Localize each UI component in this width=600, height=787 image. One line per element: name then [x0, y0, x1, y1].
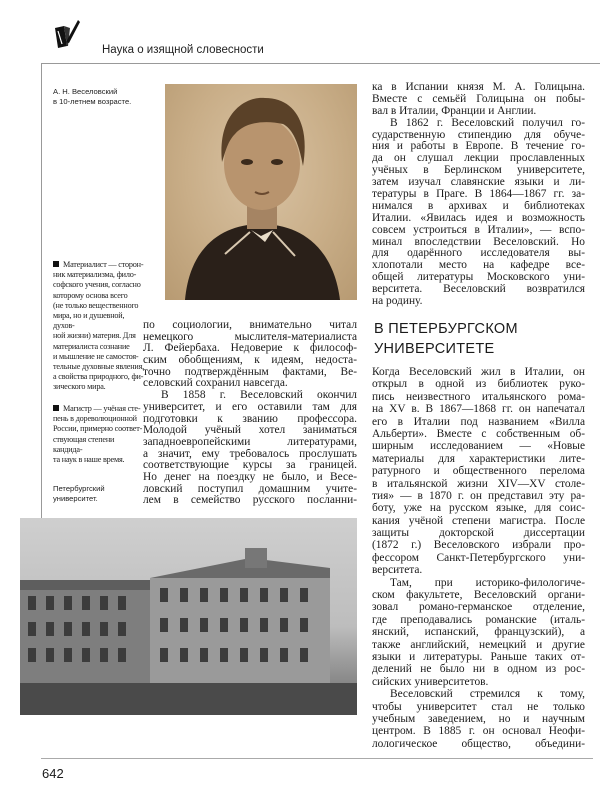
- window: [46, 648, 54, 662]
- text-line: сударственную стипендию для обуче-: [372, 129, 585, 141]
- text-line: да он слушал лекции прославленных: [372, 153, 585, 165]
- text-line: общей литературы Московского уни-: [372, 272, 585, 284]
- right-column-bottom: [372, 366, 585, 750]
- note-line: мира, но и душевной, духов-: [53, 311, 125, 331]
- text-line: точно подтверждённым фактами, Ве-: [143, 366, 357, 378]
- window: [200, 618, 208, 632]
- window: [180, 648, 188, 662]
- window: [28, 648, 36, 662]
- text-line: западноевропейскими литературами,: [143, 436, 357, 448]
- window: [260, 588, 268, 602]
- text-line: хлопотали место на кафедре все-: [372, 260, 585, 272]
- portrait-photo: [165, 84, 357, 300]
- window: [100, 648, 108, 662]
- caption-line: Петербургский: [53, 484, 105, 493]
- top-rule: [41, 63, 600, 64]
- text-line: защиты докторской диссертации: [372, 527, 585, 540]
- note-line: которому основа всего: [53, 290, 128, 300]
- text-line: Альберти». Вместе с собственным об-: [372, 427, 585, 440]
- text-line: верситета. Веселовский возвратился: [372, 284, 585, 296]
- note-materialist: [53, 260, 145, 393]
- window: [46, 622, 54, 636]
- text-line: открыл в одной из библиотек руко-: [372, 378, 585, 391]
- text-line: минал впоследствии Веселовский. Но: [372, 236, 585, 248]
- text-line: вал в Италии, Франции и Англии.: [372, 105, 537, 117]
- window: [240, 618, 248, 632]
- window: [64, 648, 72, 662]
- window: [180, 588, 188, 602]
- window: [118, 622, 126, 636]
- caption-line: в 10-летнем возрасте.: [53, 97, 132, 106]
- text-line: центром. В 1885 г. он основал Неофи-: [372, 725, 585, 738]
- paragraph: [372, 118, 585, 308]
- note-line: пень в дореволюционной: [53, 414, 137, 424]
- window: [82, 648, 90, 662]
- text-line: ратурного и общественного перелома: [372, 465, 585, 478]
- text-line: чтобы университет стал не только: [372, 700, 585, 713]
- note-line: та наук в наше время.: [53, 455, 125, 465]
- section-heading: [374, 319, 518, 359]
- text-line: затем изучал славянские языки и ли-: [372, 177, 585, 189]
- note-magister: [53, 404, 145, 465]
- paragraph: [372, 366, 585, 577]
- window: [82, 622, 90, 636]
- heading-line: УНИВЕРСИТЕТЕ: [374, 341, 495, 357]
- window: [240, 588, 248, 602]
- text-line: Там, при историко-филологиче-: [390, 576, 585, 589]
- paragraph: [372, 82, 585, 118]
- text-line: для одарённого исследователя вы-: [372, 248, 585, 260]
- text-line: соответствующие курсы за границей.: [143, 460, 357, 472]
- note-line: России, примерно соответ-: [53, 424, 143, 434]
- note-line: (не только вещественного: [53, 300, 139, 310]
- window: [118, 596, 126, 610]
- portrait-caption: [53, 87, 145, 107]
- window: [300, 588, 308, 602]
- note-line: а свойства природного, фи-: [53, 372, 144, 382]
- text-line: ловский поступил домашним учите-: [143, 483, 357, 495]
- text-line: Веселовский стремился к тому,: [390, 688, 585, 701]
- text-line: янский, испанский, французский), а: [372, 626, 585, 639]
- window: [300, 618, 308, 632]
- text-line: учебным заведением, но и научным: [372, 712, 585, 725]
- paragraph: [372, 688, 585, 750]
- bullet-square-icon: [53, 405, 59, 411]
- middle-column: [143, 320, 357, 507]
- text-line: лологическое общество, объедини-: [372, 737, 585, 750]
- window: [160, 618, 168, 632]
- text-line: тия» — в 1870 г. он представил эту ра-: [372, 489, 585, 502]
- caption-line: А. Н. Веселовский: [53, 87, 118, 96]
- text-line: Л. Фейербаха. Недоверие к философ-: [143, 343, 357, 355]
- window: [220, 588, 228, 602]
- window: [220, 648, 228, 662]
- window: [46, 596, 54, 610]
- text-line: Молодой учёный хотел заниматься: [143, 425, 357, 437]
- bullet-square-icon: [53, 261, 59, 267]
- text-line: ском факультете, Веселовский органи-: [372, 589, 585, 602]
- text-line: на родину.: [372, 296, 423, 308]
- running-head: Наука о изящной словесности: [102, 44, 264, 56]
- text-line: где преподавались романские (италь-: [372, 613, 585, 626]
- text-line: (1872 г.) Веселовского избрали про-: [372, 539, 585, 552]
- window: [160, 588, 168, 602]
- window: [280, 618, 288, 632]
- text-line: ния и работы в Европе. В течение го-: [372, 141, 585, 153]
- text-line: Но денег на поездку не было, и Весе-: [143, 471, 357, 483]
- window: [64, 622, 72, 636]
- note-line: ствующая степени кандида-: [53, 434, 115, 454]
- text-line: Когда Веселовский жил в Италии, он: [372, 366, 585, 378]
- quill-book-logo-icon: [52, 18, 82, 50]
- window: [100, 596, 108, 610]
- window: [220, 618, 228, 632]
- window: [160, 648, 168, 662]
- note-line: Магистр — учёная сте-: [63, 404, 141, 413]
- window: [300, 648, 308, 662]
- text-line: ским обобщениям, к идеям, недоста-: [143, 355, 357, 367]
- window: [64, 596, 72, 610]
- text-line: также английский, немецкий и другие: [372, 638, 585, 651]
- text-line: а значит, ему требовалось прослушать: [143, 448, 357, 460]
- note-line: ной жизни) материя. Для: [53, 331, 136, 341]
- text-line: университет, и его оставили там для: [143, 401, 357, 413]
- paragraph: [143, 320, 357, 390]
- text-line: В 1862 г. Веселовский получил го-: [390, 117, 585, 129]
- paragraph: [143, 390, 357, 507]
- note-line: Материалист — сторон-: [63, 260, 144, 269]
- window: [100, 622, 108, 636]
- text-line: Италии. «Явилась идея и возможность: [372, 212, 585, 224]
- text-line: его в Италии под названием «Вилла: [372, 415, 585, 428]
- text-line: языки и литературы. Раньше таких от-: [372, 650, 585, 663]
- text-line: В 1858 г. Веселовский окончил: [161, 390, 357, 402]
- text-line: материалы для характеристики лите-: [372, 452, 585, 465]
- text-line: совсем устроиться в Италии», — вспо-: [372, 224, 585, 236]
- right-column-top: [372, 82, 585, 308]
- window: [200, 648, 208, 662]
- text-line: учёных в Берлинском университете,: [372, 165, 585, 177]
- text-line: Вместе с семьёй Голицына он побы-: [372, 93, 585, 105]
- window: [28, 622, 36, 636]
- text-line: в итальянской жизни XIV—XV столе-: [372, 477, 585, 490]
- caption-line: университет.: [53, 494, 98, 503]
- text-line: по социологии, внимательно читал: [143, 320, 357, 331]
- bottom-rule: [41, 758, 593, 759]
- text-line: селовский сохранил навсегда.: [143, 378, 288, 390]
- window: [118, 648, 126, 662]
- note-line: тельные духовные явления,: [53, 362, 144, 372]
- text-line: зовал романо-германское отделение,: [372, 601, 585, 614]
- window: [280, 588, 288, 602]
- text-line: нимался в архивах и библиотеках: [372, 200, 585, 212]
- window: [240, 648, 248, 662]
- text-line: тературы в Праге. В 1864—1867 гг. за-: [372, 189, 585, 201]
- text-line: ширным исследованием — «Новые: [372, 440, 585, 453]
- note-line: ник материализма, фило-: [53, 270, 137, 280]
- text-line: сийских университетов.: [372, 675, 489, 688]
- note-line: и мышление не самостоя-: [53, 351, 139, 361]
- window: [200, 588, 208, 602]
- note-line: материалиста сознание: [53, 341, 130, 351]
- text-line: подготовки к званию профессора.: [143, 413, 357, 425]
- text-line: ка в Испании князя М. А. Голицына.: [372, 82, 585, 93]
- text-line: немецкого мыслителя-материалиста: [143, 331, 357, 343]
- window: [260, 648, 268, 662]
- text-line: верситета.: [372, 564, 423, 577]
- page-number: 642: [42, 766, 64, 781]
- window: [260, 618, 268, 632]
- window: [180, 618, 188, 632]
- text-line: на XV в. В 1867—1868 гг. он напечатал: [372, 403, 585, 416]
- text-line: фессором Санкт-Петербургского уни-: [372, 551, 585, 564]
- text-line: пись неизвестного итальянского рома-: [372, 390, 585, 403]
- text-line: лем в семейство русского посланни-: [143, 495, 357, 507]
- window: [280, 648, 288, 662]
- window: [28, 596, 36, 610]
- text-line: делений не было ни в одном из рос-: [372, 663, 585, 676]
- text-line: кания учёной степени магистра. После: [372, 514, 585, 527]
- text-line: боту, уже на русском языке, для соис-: [372, 502, 585, 515]
- paragraph: [372, 577, 585, 689]
- window: [82, 596, 90, 610]
- heading-line: В ПЕТЕРБУРГСКОМ: [374, 321, 518, 337]
- university-building-photo: [20, 518, 357, 715]
- note-line: зического мира.: [53, 382, 106, 392]
- note-line: софского учения, согласно: [53, 280, 141, 290]
- building-caption: [53, 484, 145, 504]
